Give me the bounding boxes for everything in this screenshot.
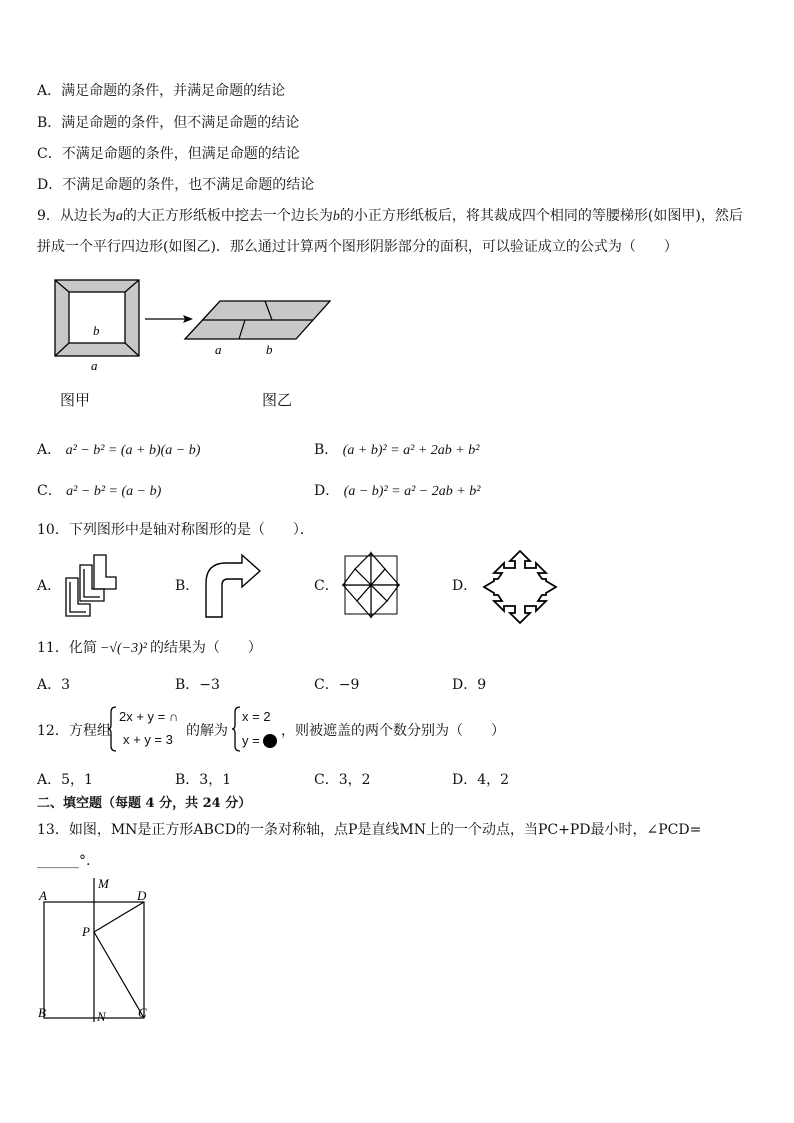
q12-brace-left	[107, 706, 117, 752]
q12-sol2: y =	[242, 733, 260, 748]
q13-label-M: M	[98, 876, 109, 891]
q13-figure-square	[36, 874, 156, 1024]
q9-stem-line1: 9．从边长为a的大正方形纸板中挖去一个边长为b的小正方形纸板后，将其裁成四个相同的等腰梯形(如图甲)，然后	[37, 208, 743, 224]
q12-eq2: x + y = 3	[123, 732, 173, 747]
fig-yi-label-a: a	[215, 342, 222, 357]
q12-brace-right	[231, 706, 241, 752]
q13-label-N: N	[97, 1009, 106, 1024]
q8-option-d: D．不满足命题的条件，也不满足命题的结论	[37, 177, 315, 193]
q10-letter-a: A．	[37, 578, 62, 594]
q9-option-a: A． a² − b² = (a + b)(a − b)	[37, 442, 201, 458]
q12-option-c: C．3，2	[314, 772, 371, 788]
q9-option-d: D． (a − b)² = a² − 2ab + b²	[314, 483, 481, 499]
q12-option-a: A．5，1	[37, 772, 93, 788]
q12-eq1: 2x + y = ∩	[119, 709, 179, 724]
q12-option-b: B．3，1	[175, 772, 232, 788]
fig-jia-caption: 图甲	[60, 391, 91, 409]
section2-title: 二、填空题（每题 4 分，共 24 分）	[37, 796, 252, 811]
q13-label-D: D	[137, 888, 147, 903]
q13-label-A: A	[39, 888, 47, 903]
q11-option-c: C．−9	[314, 677, 360, 693]
q13-stem-line1: 13．如图，MN是正方形ABCD的一条对称轴，点P是直线MN上的一个动点，当PC+PD最小时，∠PCD=	[37, 822, 702, 838]
q10-letter-b: B．	[175, 578, 200, 594]
q13-label-P: P	[82, 924, 90, 939]
fig-jia-label-b: b	[93, 323, 100, 338]
fig-jia-label-a: a	[91, 358, 98, 373]
q12-option-d: D．4，2	[452, 772, 510, 788]
q10-letter-d: D．	[452, 578, 478, 594]
q10-figure-c-pinwheel-icon	[340, 550, 402, 620]
q13-label-C: C	[138, 1005, 147, 1020]
q12-covered-dot-icon	[262, 733, 278, 749]
q13-stem-line2: ______°.	[37, 853, 91, 869]
fig-yi-label-b: b	[266, 342, 273, 357]
q10-figure-b-turn-arrow-icon	[200, 553, 265, 621]
q10-figure-a	[62, 552, 122, 622]
q9-figure-yi	[182, 298, 337, 358]
q9-figure-jia	[50, 274, 150, 374]
fig-yi-caption: 图乙	[262, 391, 293, 409]
q9-option-b: B． (a + b)² = a² + 2ab + b²	[314, 442, 480, 458]
q8-option-b: B．满足命题的条件，但不满足命题的结论	[37, 115, 300, 131]
q8-option-c: C．不满足命题的条件，但满足命题的结论	[37, 146, 300, 162]
q12-stem-mid: 的解为	[186, 723, 228, 739]
q10-letter-c: C．	[314, 578, 339, 594]
q13-label-B: B	[38, 1005, 46, 1020]
q11-stem: 11．化简 −√(−3)² 的结果为（ ）	[37, 640, 262, 656]
q10-figure-d-four-arrow-icon	[480, 548, 560, 626]
q9-stem-line2: 拼成一个平行四边形(如图乙)．那么通过计算两个图形阴影部分的面积，可以验证成立的公式为（ ）	[37, 239, 678, 255]
q11-option-b: B．−3	[175, 677, 220, 693]
q11-option-a: A．3	[37, 677, 71, 693]
q9-option-c: C． a² − b² = (a − b)	[37, 483, 162, 499]
q11-option-d: D．9	[452, 677, 487, 693]
q12-stem-post: ，则被遮盖的两个数分别为（ ）	[281, 723, 505, 739]
q12-sol1: x = 2	[242, 709, 271, 724]
q12-stem-pre: 12．方程组	[37, 723, 111, 739]
q8-option-a: A．满足命题的条件，并满足命题的结论	[37, 83, 286, 99]
q10-stem: 10．下列图形中是轴对称图形的是（ ）．	[37, 522, 314, 538]
